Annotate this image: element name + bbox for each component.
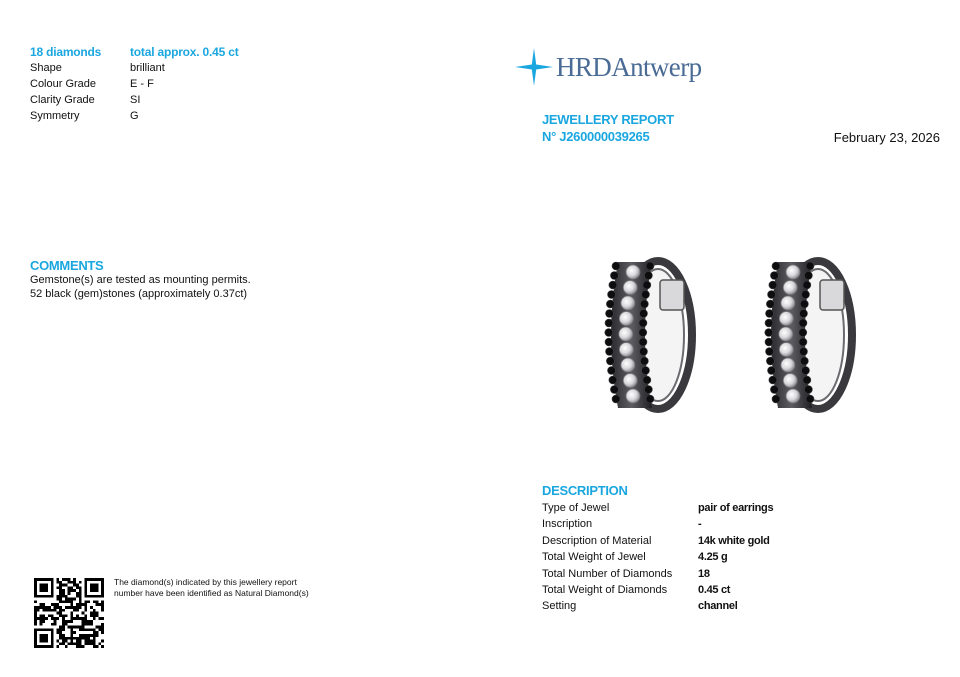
natural-diamond-note: The diamond(s) indicated by this jewellery report number have been identified as Natural Diamond(s): [114, 577, 309, 598]
summary-row-shape: [30, 60, 239, 76]
description-row: [542, 500, 773, 516]
earring-right: [765, 261, 852, 409]
description-label: Total Weight of Diamonds: [542, 584, 668, 597]
description-section: [542, 482, 773, 615]
description-label: Description of Material: [542, 534, 652, 547]
report-date: February 23, 2026: [833, 130, 940, 145]
earrings-image: [598, 250, 868, 420]
description-label: Total Number of Diamonds: [542, 567, 673, 580]
diamond-total-weight: total approx. 0.45 ct: [130, 45, 239, 59]
comment-line: Gemstone(s) are tested as mounting permits.: [30, 274, 251, 286]
description-row: [542, 516, 773, 532]
summary-header: [30, 44, 239, 60]
hrd-antwerp-logo: [514, 46, 701, 88]
diamond-summary: [30, 44, 239, 124]
comments-title: COMMENTS: [30, 258, 104, 273]
description-row: [542, 598, 773, 614]
logo-text: HRDAntwerp: [556, 51, 702, 82]
description-value: 4.25 g: [698, 551, 728, 564]
earring-left: [605, 261, 692, 409]
description-label: Setting: [542, 600, 577, 613]
summary-label: Clarity Grade: [30, 94, 95, 106]
description-value: 18: [698, 567, 710, 580]
description-row: [542, 533, 773, 549]
description-label: Total Weight of Jewel: [542, 551, 646, 564]
comments-section: [30, 259, 251, 301]
description-value: channel: [698, 600, 738, 613]
description-value: -: [698, 518, 702, 531]
report-number: N° J260000039265: [542, 129, 650, 144]
summary-label: Symmetry: [30, 110, 80, 122]
summary-row-clarity: [30, 92, 239, 108]
description-title: DESCRIPTION: [542, 483, 628, 498]
comment-line: 52 black (gem)stones (approximately 0.37ct): [30, 288, 248, 300]
diamond-count: 18 diamonds: [30, 45, 102, 59]
description-value: 0.45 ct: [698, 584, 731, 597]
description-value: pair of earrings: [698, 502, 774, 514]
summary-value: G: [130, 110, 139, 122]
report-title: JEWELLERY REPORT: [542, 112, 674, 127]
summary-value: brilliant: [130, 62, 165, 74]
description-value: 14k white gold: [698, 534, 770, 547]
description-label: Type of Jewel: [542, 502, 610, 514]
summary-value: E - F: [130, 78, 154, 90]
description-row: [542, 549, 773, 565]
description-row: [542, 566, 773, 582]
qr-code[interactable]: [34, 578, 104, 648]
summary-value: SI: [130, 94, 141, 106]
report-header: [542, 111, 674, 145]
star-icon: [514, 46, 554, 88]
summary-row-symmetry: [30, 108, 239, 124]
description-row: [542, 582, 773, 598]
summary-row-colour: [30, 76, 239, 92]
summary-label: Shape: [30, 62, 62, 74]
summary-label: Colour Grade: [30, 78, 97, 90]
description-label: Inscription: [542, 518, 593, 531]
